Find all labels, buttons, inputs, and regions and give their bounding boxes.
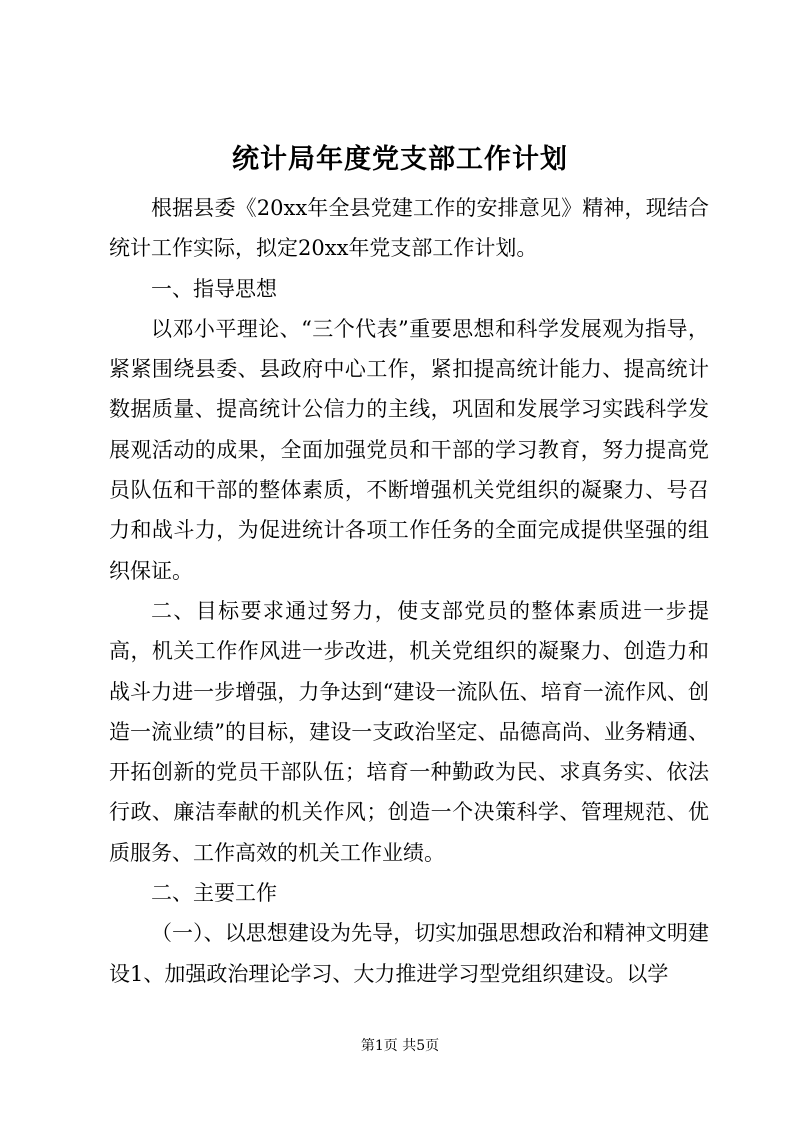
heading-main-work: 二、主要工作 xyxy=(151,881,277,906)
document-body xyxy=(109,188,709,994)
paragraph-intro: 根据县委《20xx年全县党建工作的安排意见》精神，现结合统计工作实际，拟定20xx年党支部工作计划。 xyxy=(109,196,709,261)
paragraph-goals: 二、目标要求通过努力，使支部党员的整体素质进一步提高，机关工作作风进一步改进，机关党组织的凝聚力、创造力和战斗力进一步增强，力争达到“建设一流队伍、培育一流作风、创造一流业绩”的目标，建设一支政治坚定、品德高尚、业务精通、开拓创新的党员干部队伍；培育一种勤政为民、求真务实、依法行政、廉洁奉献的机关作风；创造一个决策科学、管理规范、优质服务、工作高效的机关工作业绩。 xyxy=(109,598,709,865)
document-title: 统计局年度党支部工作计划 xyxy=(232,144,568,175)
paragraph-main-work: （一）、以思想建设为先导，切实加强思想政治和精神文明建设1、加强政治理论学习、大力推进学习型党组织建设。以学 xyxy=(109,921,709,986)
page-footer: 第1页 共5页 xyxy=(360,1038,440,1054)
paragraph-guiding-thought: 以邓小平理论、“三个代表”重要思想和科学发展观为指导，紧紧围绕县委、县政府中心工作，紧扣提高统计能力、提高统计数据质量、提高统计公信力的主线，巩固和发展学习实践科学发展观活动的成果，全面加强党员和干部的学习教育，努力提高党员队伍和干部的整体素质，不断增强机关党组织的凝聚力、号召力和战斗力，为促进统计各项工作任务的全面完成提供坚强的组织保证。 xyxy=(109,316,709,583)
heading-guiding-thought: 一、指导思想 xyxy=(151,276,277,301)
